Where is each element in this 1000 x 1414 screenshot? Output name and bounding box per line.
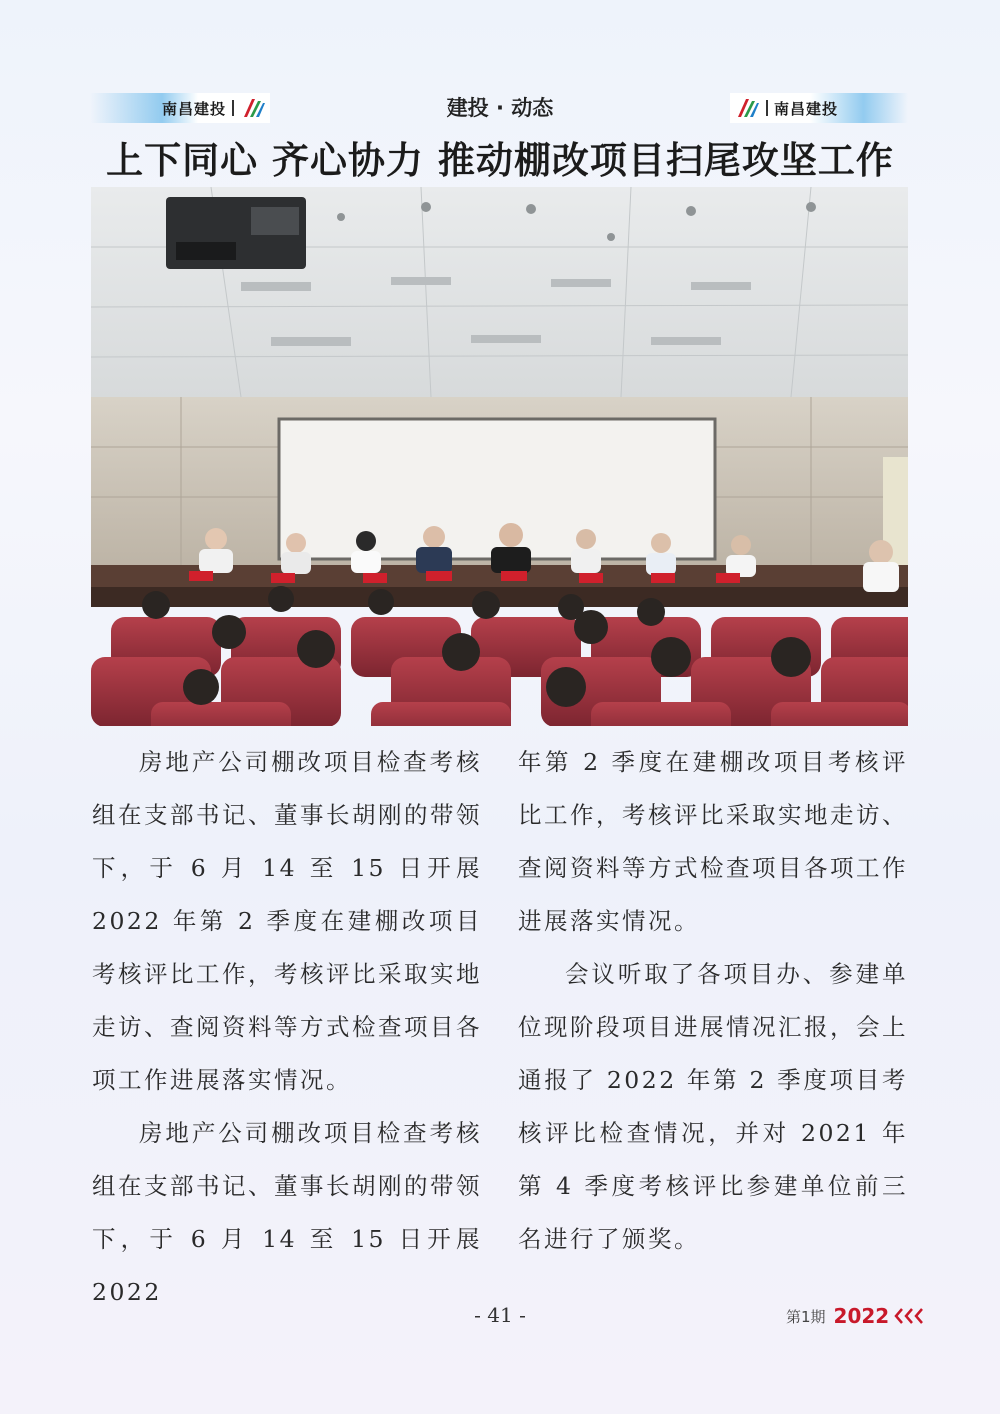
issue-marker: [786, 1301, 927, 1331]
paragraph: 年第 2 季度在建棚改项目考核评比工作，考核评比采取实地走访、查阅资料等方式检查项目各项工作进展落实情况。: [518, 748, 908, 935]
article-left-column: [92, 736, 482, 1319]
article-right-column: [518, 736, 908, 1266]
page-number: - 41 -: [474, 1303, 526, 1327]
meeting-photo: [91, 187, 908, 726]
meeting-room-illustration: [91, 187, 908, 726]
paragraph: 会议听取了各项目办、参建单位现阶段项目进展情况汇报，会上通报了 2022 年第 2 季度项目考核评比检查情况，并对 2021 年第 4 季度考核评比参建单位前三名进行了颁奖。: [518, 960, 908, 1253]
issue-year: 2022: [833, 1304, 890, 1328]
triple-chevron-left-icon: [893, 1307, 927, 1325]
article-headline: 上下同心 齐心协力 推动棚改项目扫尾攻坚工作: [106, 138, 894, 182]
header-brand-right: [730, 93, 908, 123]
brand-name-right: 南昌建投: [774, 99, 839, 118]
paragraph: 房地产公司棚改项目检查考核组在支部书记、董事长胡刚的带领下，于 6 月 14 至 15 日开展 2022: [92, 1119, 482, 1306]
brand-divider: [766, 100, 768, 116]
section-title: 建投 · 动态: [446, 96, 554, 120]
paragraph: 房地产公司棚改项目检查考核组在支部书记、董事长胡刚的带领下，于 6 月 14 至 15 日开展 2022 年第 2 季度在建棚改项目考核评比工作，考核评比采取实地走访、查阅资料等方式检查项目各项工作进展落实情况。: [92, 748, 482, 1094]
company-logo-icon: [734, 95, 760, 121]
issue-label: 第1期: [786, 1307, 826, 1326]
brand-name-left: 南昌建投: [162, 99, 227, 118]
